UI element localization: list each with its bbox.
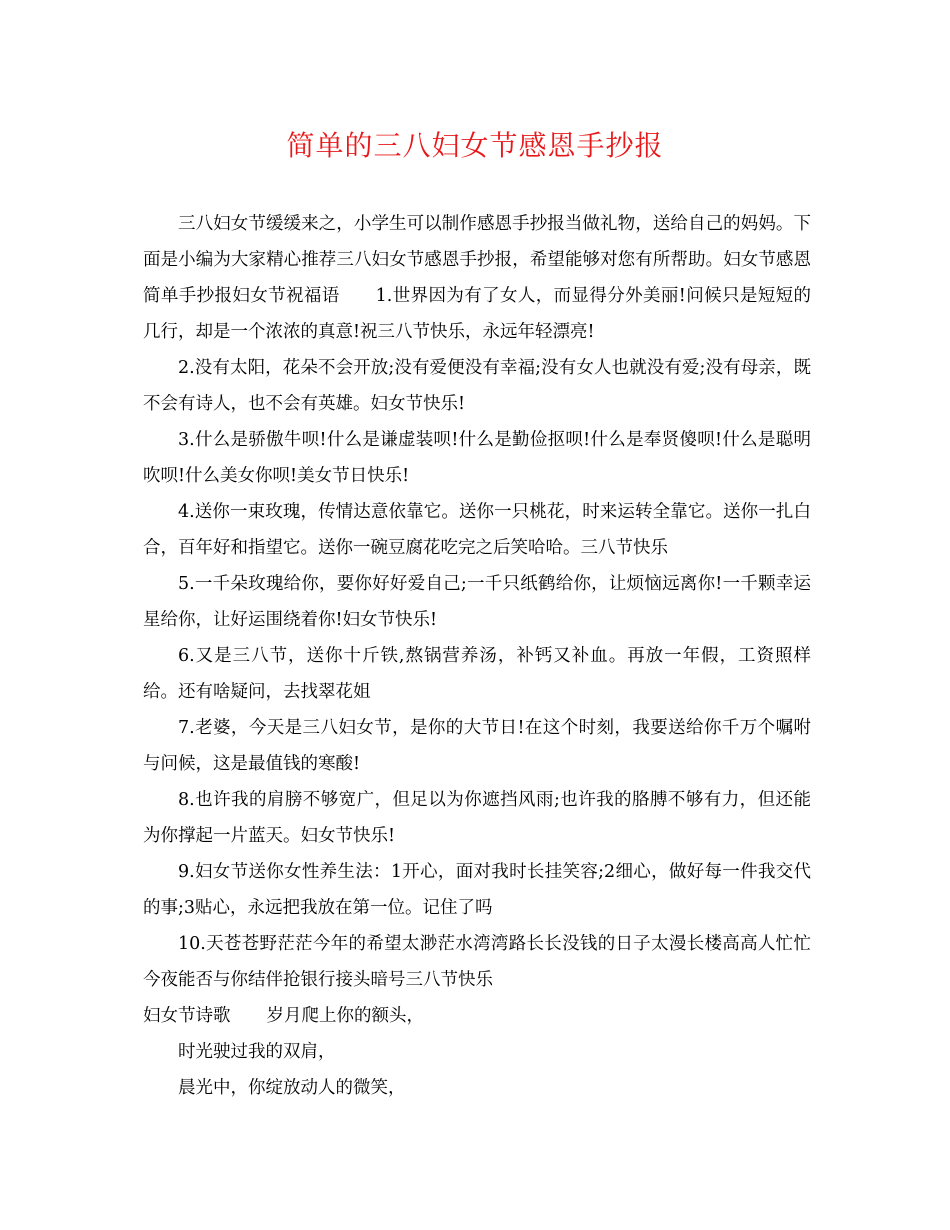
blessing-item: 3.什么是骄傲牛呗!什么是谦虚装呗!什么是勤俭抠呗!什么是奉贤傻呗!什么是聪明吹呗!什么美女你呗!美女节日快乐! bbox=[143, 430, 811, 486]
intro-paragraph bbox=[143, 206, 811, 350]
blessing-item: 4.送你一束玫瑰，传情达意依靠它。送你一只桃花，时来运转全靠它。送你一扎白合，百年好和指望它。送你一碗豆腐花吃完之后笑哈哈。三八节快乐 bbox=[143, 502, 811, 558]
blessing-item: 6.又是三八节，送你十斤铁,熬锅营养汤，补钙又补血。再放一年假，工资照样给。还有啥疑问，去找翠花姐 bbox=[143, 646, 811, 702]
page-title: 简单的三八妇女节感恩手抄报 bbox=[286, 129, 664, 162]
document-body bbox=[143, 206, 811, 1106]
intro-text: 三八妇女节缓缓来之，小学生可以制作感恩手抄报当做礼物，送给自己的妈妈。下面是小编为大家精心推荐三八妇女节感恩手抄报，希望能够对您有所帮助。 bbox=[143, 214, 811, 270]
blessing-item: 2.没有太阳，花朵不会开放;没有爱便没有幸福;没有女人也就没有爱;没有母亲，既不会有诗人，也不会有英雄。妇女节快乐! bbox=[143, 358, 811, 414]
poem-heading-line bbox=[143, 998, 811, 1034]
section-heading-blessings: 妇女节感恩简单手抄报妇女节祝福语 bbox=[143, 250, 812, 306]
poem-line: 时光驶过我的双肩， bbox=[178, 1042, 336, 1062]
blessing-item: 7.老婆，今天是三八妇女节，是你的大节日!在这个时刻，我要送给你千万个嘱咐与问候，这是最值钱的寒酸! bbox=[143, 718, 811, 774]
poem-line: 岁月爬上你的额头， bbox=[266, 1006, 424, 1026]
section-heading-poem: 妇女节诗歌 bbox=[143, 1006, 231, 1026]
blessing-item: 5.一千朵玫瑰给你，要你好好爱自己;一千只纸鹤给你，让烦恼远离你!一千颗幸运星给你，让好运围绕着你!妇女节快乐! bbox=[143, 574, 811, 630]
blessing-item: 10.天苍苍野茫茫今年的希望太渺茫水湾湾路长长没钱的日子太漫长楼高高人忙忙今夜能否与你结伴抢银行接头暗号三八节快乐 bbox=[143, 934, 811, 990]
poem-line: 晨光中，你绽放动人的微笑， bbox=[178, 1078, 406, 1098]
blessing-item: 8.也许我的肩膀不够宽广，但足以为你遮挡风雨;也许我的胳膊不够有力，但还能为你撑起一片蓝天。妇女节快乐! bbox=[143, 790, 811, 846]
blessing-item: 9.妇女节送你女性养生法：1开心，面对我时长挂笑容;2细心，做好每一件我交代的事;3贴心，永远把我放在第一位。记住了吗 bbox=[143, 862, 811, 918]
blessing-item: 1.世界因为有了女人，而显得分外美丽!问候只是短短的几行，却是一个浓浓的真意!祝三八节快乐，永远年轻漂亮! bbox=[143, 286, 811, 342]
